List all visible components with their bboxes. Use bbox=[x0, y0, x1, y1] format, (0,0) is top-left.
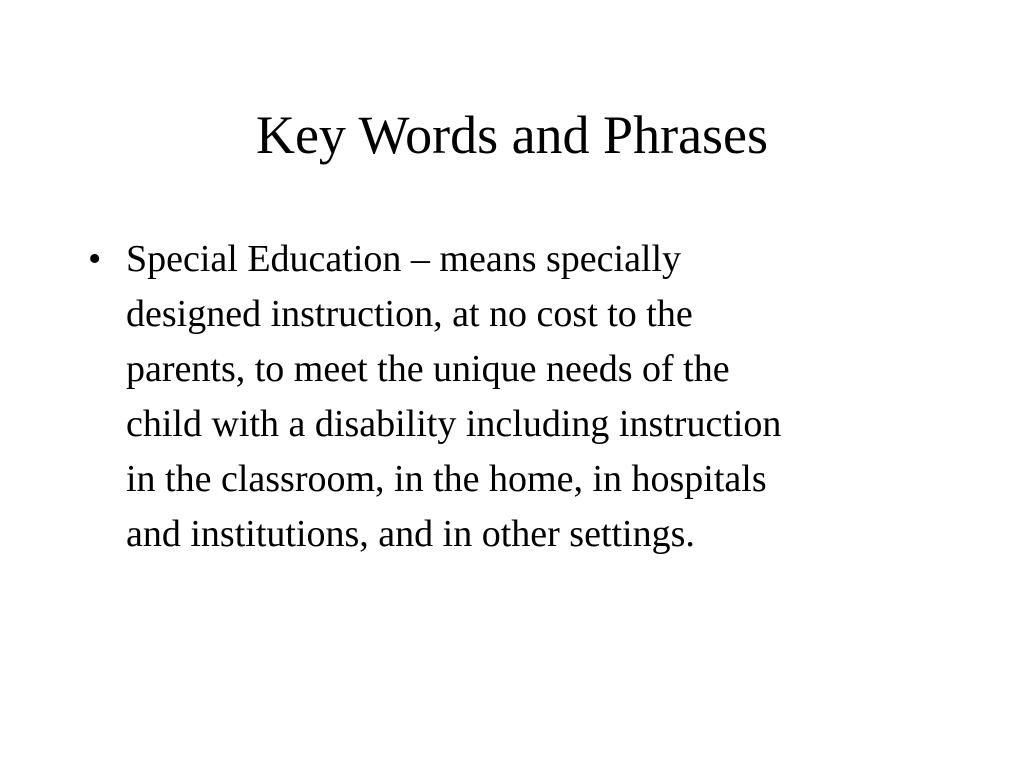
bullet-icon: • bbox=[88, 238, 102, 280]
bullet-text bbox=[126, 232, 924, 562]
bullet-line: designed instruction, at no cost to the bbox=[126, 293, 693, 335]
bullet-line: Special Education – means specially bbox=[126, 238, 682, 280]
bullet-line: child with a disability including instruction bbox=[126, 403, 782, 445]
bullet-line: parents, to meet the unique needs of the bbox=[126, 348, 730, 390]
bullet-list bbox=[84, 232, 924, 562]
bullet-item bbox=[84, 232, 924, 562]
slide-title: Key Words and Phrases bbox=[255, 105, 769, 165]
bullet-line: in the classroom, in the home, in hospitals bbox=[126, 458, 767, 500]
bullet-line: and institutions, and in other settings. bbox=[126, 513, 695, 555]
